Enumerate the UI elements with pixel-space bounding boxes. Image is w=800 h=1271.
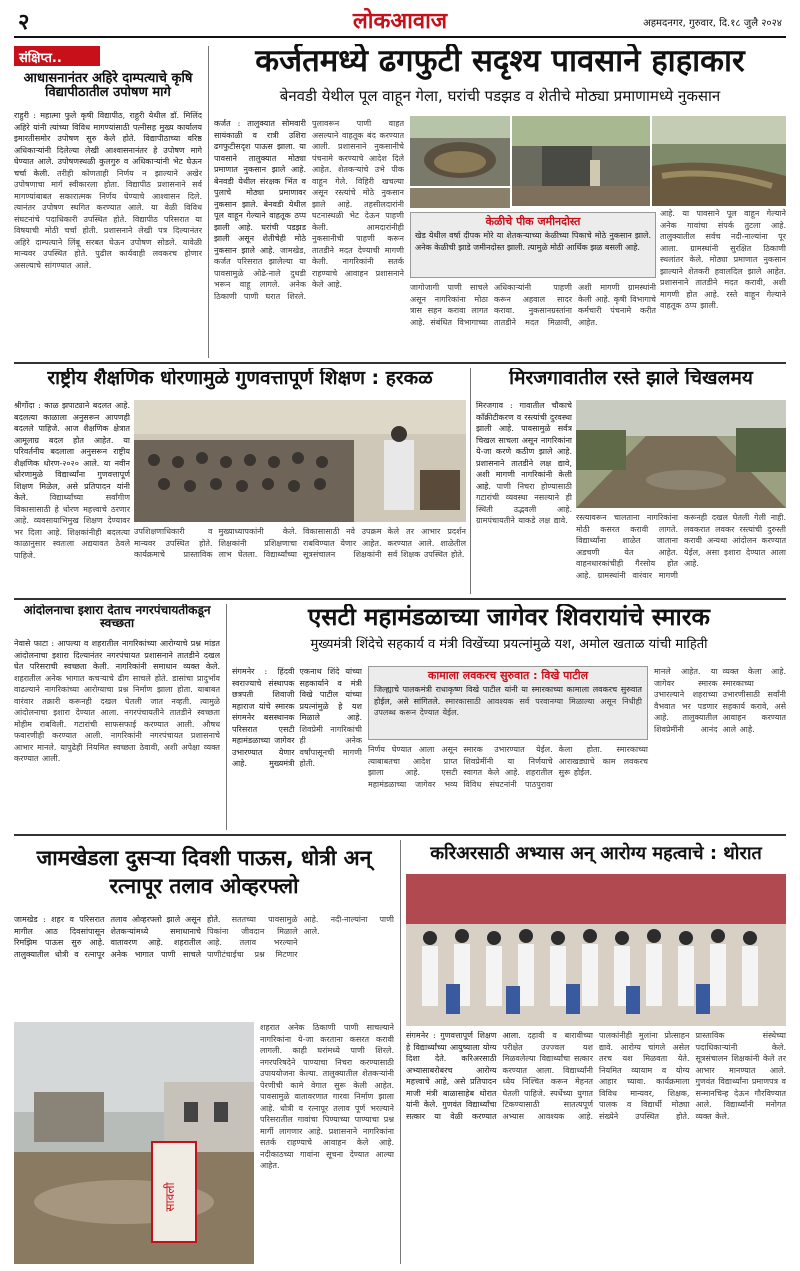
education-body-text: श्रीगोंदा : काळ झपाट्याने बदलत आहे. बदलत्या काळाला अनुसरून आपणही बदलले पाहिजे. आज शैक्षणिक क्षेत्रात आमूलाग्र बदल होत आहेत. या परिवर्तनीय बदलाला अनुसरून राष्ट्रीय शैक्षणिक धोरण-२०२० आले. या नवीन धोरणामुळे विद्यार्थ्यांना गुणवत्तापूर्ण शिक्षण मिळेल, असे प्रतिपादन यांनी केले. bbox=[14, 401, 130, 502]
jamkhed-photo bbox=[14, 1022, 254, 1264]
andolan-section bbox=[14, 604, 220, 830]
column-rule bbox=[400, 840, 401, 1264]
st-box bbox=[368, 666, 648, 740]
sankshipt-body-text: राहुरी : महात्मा फुले कृषी विद्यापीठ, राहुरी येथील डॉ. मिलिंद अहिरे यांनी त्यांच्या विविध मागण्यांसाठी पत्नीसह मुख्य कार्यालय इमारतीसमोर उपोषण सुरु केले होते. विद्यापीठाच्या वरिष्ठ अधिकाऱ्यांनी दिलेल्या लेखी आश्वासनानंतर हे उपोषण मागे घेण्यात आले. उपोषणस्थळी कुलगुरु व अधिकाऱ्यांनी भेट घेऊन चर्चा केली. bbox=[14, 111, 202, 178]
karjat-headline: कर्जतमध्ये ढगफुटी सदृश्य पावसाने हाहाकार bbox=[255, 44, 745, 79]
career-body-text: संगमनेर : गुणवत्तापूर्ण शिक्षण हे विद्यार्थ्यांच्या आयुष्याला योग्य दिशा देते. करिअरसाठी अभ्यासाबरोबरच आरोग्य महत्त्वाचे आहे, असे प्रतिपादन माजी मंत्री बाळासाहेब थोरात यांनी केले. गुणवंत विद्यार्थ्यांचा सत्कार या वेळी करण्यात आला. bbox=[406, 1031, 521, 1121]
karjat-box-body: खेड येथील वर्षा दीपक मोरे या शेतकऱ्याच्या केळीच्या पिकाचे मोठे नुकसान झाले. अनेक केळीची झाडे जमीनदोस्त झाली. त्यामुळे मोठी आर्थिक झळ बसली आहे. bbox=[415, 231, 651, 252]
st-box-body-text: जिल्ह्याचे पालकमंत्री राधाकृष्ण विखे पाटील यांनी या स्मारकाच्या कामाला लवकरच सुरुवात होईल, असे सांगितले. bbox=[374, 685, 642, 706]
st-body: संगमनेर : हिंदवी स्वराज्याचे संस्थापक छत्रपती शिवाजी महाराज यांचे स्मारक संगमनेर बसस्थानक परिसरात एसटी महामंडळाच्या जागेवर उभारण्यात येणार आहे. मुख्यमंत्री एकनाथ शिंदे यांच्या सहकार्याने व मंत्री विखे पाटील यांच्या प्रयत्नांमुळे हे यश मिळाले आहे. शिवप्रेमी नागरिकांची ही अनेक वर्षांपासूनची मागणी होती. bbox=[232, 667, 362, 768]
section-rule bbox=[14, 362, 786, 364]
column-rule bbox=[226, 604, 227, 830]
career-headline: करिअरसाठी अभ्यास अन् आरोग्य महत्वाचे : थोरात bbox=[430, 843, 762, 864]
page-number: २ bbox=[18, 10, 30, 35]
karjat-body: कर्जत : तालुक्यात सोमवारी सायंकाळी व रात्री उशिरा ढगफुटीसदृश पाऊस झाला. या पावसाने तालुक्यात मोठ्या प्रमाणात नुकसान झाले आहे. बेनवडी येथील संरक्षक भिंत व पुलाचे मोठ्या प्रमाणावर नुकसान झाले. बेनवडी येथील पूल वाहून गेल्याने वाहतूक ठप्प झाली आहे. घरांची पडझड झाली असून शेतीचेही मोठे नुकसान झाले आहे. जामखेड, कर्जत परिसरात झालेल्या या पावसामुळे ओढे-नाले दुथडी भरून वाहू लागले. अनेक ठिकाणी पाणी घरात शिरले. पुलावरून पाणी वाहत असल्याने वाहतूक बंद करण्यात आली. प्रशासनाने नुकसानीचे पंचनामे करण्याचे आदेश दिले आहेत. शेतकऱ्यांचे उभे पीक वाहून गेले. विहिरी खचल्या असून रस्त्यांचे मोठे नुकसान झाले आहे. तहसीलदारांनी घटनास्थळी भेट देऊन पाहणी केली. आमदारांनीही नुकसानीची पाहणी करून तातडीने मदत देण्याची मागणी केली. नागरिकांनी सतर्क राहण्याचे आवाहन प्रशासनाने केले आहे. bbox=[214, 119, 404, 301]
column-rule bbox=[208, 46, 209, 358]
education-body-2: उपशिक्षणाधिकारी व मान्यवर उपस्थित होते. कार्यक्रमाचे प्रास्ताविक मुख्याध्यापकांनी केले. शिक्षकांनी प्रशिक्षणाचा लाभ घेतला. विद्यार्थ्यांच्या विकासासाठी नवे उपक्रम राबविण्यात येणार आहेत. सूत्रसंचालन शिक्षकांनी केले तर आभार प्रदर्शन करण्यात आले. शाळेतील सर्व शिक्षक उपस्थित होते. bbox=[134, 527, 466, 559]
karjat-body-text: कर्जत : तालुक्यात सोमवारी सायंकाळी व रात्री उशिरा ढगफुटीसदृश पाऊस झाला. या पावसाने तालुक्यात मोठ्या प्रमाणात नुकसान झाले आहे. बेनवडी येथील संरक्षक भिंत व पुलाचे मोठ्या प्रमाणावर नुकसान झाले. बेनवडी येथील पूल वाहून गेल्याने वाहतूक ठप्प झाली आहे. घरांची पडझड झाली असून शेतीचेही मोठे नुकसान झाले आहे. bbox=[214, 119, 306, 255]
karjat-body-2: जागोजागी पाणी साचले असून नागरिकांना मोठा त्रास सहन करावा लागत आहे. संबंधित विभागाच्या अधिकाऱ्यांनी पाहणी करून अहवाल सादर करावा. नुकसानग्रस्तांना तातडीने मदत मिळावी, अशी मागणी ग्रामस्थांनी केली आहे. कृषी विभागाचे कर्मचारी पंचनामे करीत आहेत. bbox=[410, 283, 656, 327]
section-rule bbox=[14, 834, 786, 836]
career-photo bbox=[406, 874, 786, 1026]
column-rule bbox=[470, 368, 471, 594]
jamkhed-headline: जामखेडला दुसऱ्या दिवशी पाऊस, धोत्री अन् रत्नापूर तलाव ओव्हरफ्लो bbox=[36, 846, 372, 899]
education-headline: राष्ट्रीय शैक्षणिक धोरणामुळे गुणवत्तापूर्ण शिक्षण : हरकळ bbox=[47, 368, 433, 389]
st-section bbox=[232, 604, 786, 830]
st-box-title: कामाला लवकरच सुरुवात : विखे पाटील bbox=[427, 669, 589, 682]
education-photo bbox=[134, 400, 466, 522]
career-body: संगमनेर : गुणवत्तापूर्ण शिक्षण हे विद्यार्थ्यांच्या आयुष्याला योग्य दिशा देते. करिअरसाठी अभ्यासाबरोबरच आरोग्य महत्त्वाचे आहे, असे प्रतिपादन माजी मंत्री बाळासाहेब थोरात यांनी केले. गुणवंत विद्यार्थ्यांचा सत्कार या वेळी करण्यात आला. दहावी व बारावीच्या परीक्षेत उज्ज्वल यश मिळवलेल्या विद्यार्थ्यांचा सत्कार करण्यात आला. विद्यार्थ्यांनी ध्येय निश्चित करून मेहनत घेतली पाहिजे. स्पर्धेच्या युगात टिकण्यासाठी सातत्यपूर्ण अभ्यास आवश्यक आहे. पालकांनीही मुलांना प्रोत्साहन द्यावे. आरोग्य चांगले असेल तरच यश मिळवता येते. नियमित व्यायाम व योग्य आहार घ्यावा. कार्यक्रमाला विविध मान्यवर, शिक्षक, पालक व विद्यार्थी मोठ्या संख्येने उपस्थित होते. प्रास्ताविक संस्थेच्या पदाधिकाऱ्यांनी केले. सूत्रसंचालन शिक्षकांनी केले तर आभार मानण्यात आले. गुणवंत विद्यार्थ्यांना प्रमाणपत्र व सन्मानचिन्ह देऊन गौरविण्यात आले. विद्यार्थ्यांनी मनोगत व्यक्त केले. bbox=[406, 1031, 786, 1121]
andolan-headline: आंदोलनाचा इशारा देताच नगरपंचायतीकडून स्वच्छता bbox=[23, 604, 211, 631]
st-body-text: संगमनेर : हिंदवी स्वराज्याचे संस्थापक छत्रपती शिवाजी महाराज यांचे स्मारक संगमनेर बसस्थानक परिसरात एसटी महामंडळाच्या जागेवर उभारण्यात येणार आहे. मुख्यमंत्री एकनाथ शिंदे यांच्या सहकार्याने व मंत्री विखे पाटील यांच्या प्रयत्नांमुळे हे यश मिळाले आहे. bbox=[232, 667, 362, 768]
education-body: श्रीगोंदा : काळ झपाट्याने बदलत आहे. बदलत्या काळाला अनुसरून आपणही बदलले पाहिजे. आज शैक्षणिक क्षेत्रात आमूलाग्र बदल होत आहेत. या परिवर्तनीय बदलाला अनुसरून राष्ट्रीय शैक्षणिक धोरण-२०२० आले. या नवीन धोरणामुळे विद्यार्थ्यांना गुणवत्तापूर्ण शिक्षण मिळेल, असे प्रतिपादन यांनी केले. विद्यार्थ्यांच्या सर्वांगीण विकासासाठी हे धोरण महत्त्वाचे ठरणार आहे. व्यवसायाभिमुख शिक्षण देण्यावर भर दिला आहे. शिक्षकांनीही बदलत्या काळानुसार स्वतःला अद्ययावत ठेवले पाहिजे. bbox=[14, 401, 130, 560]
career-section bbox=[406, 840, 786, 1264]
miraj-body: मिरजगाव : गावातील चौकाचे काँक्रीटीकरण व रस्त्यांची दुरवस्था झाली आहे. पावसामुळे सर्वत्र चिखल साचला असून नागरिकांना ये-जा करणे कठीण झाले आहे. प्रशासनाने तातडीने लक्ष द्यावे, अशी मागणी नागरिकांनी केली आहे. पाणी निचरा होण्यासाठी गटारांची व्यवस्था नसल्याने ही स्थिती उद्भवली आहे. ग्रामपंचायतीने याकडे लक्ष द्यावे. bbox=[476, 401, 572, 525]
miraj-body-text: मिरजगाव : गावातील चौकाचे काँक्रीटीकरण व रस्त्यांची दुरवस्था झाली आहे. पावसामुळे सर्वत्र चिखल साचला असून नागरिकांना ये-जा करणे कठीण झाले आहे. प्रशासनाने तातडीने लक्ष द्यावे, अशी मागणी नागरिकांनी केली आहे. bbox=[476, 401, 572, 491]
flood-photo-1 bbox=[410, 116, 510, 186]
miraj-headline: मिरजगावातील रस्ते झाले चिखलमय bbox=[509, 368, 753, 389]
andolan-body-text: नेवासे फाटा : आपल्या व शहरातील नागरिकांच्या आरोग्याचे प्रश्न मांडत आंदोलनाचा इशारा दिल्यानंतर नगरपंचायत प्रशासनाने तातडीने दखल घेत परिसराची स्वच्छता केली. नागरिकांनी समाधान व्यक्त केले. bbox=[14, 639, 220, 671]
section-rule bbox=[14, 598, 786, 600]
sankshipt-headline: आधासनानंतर अहिरे दाम्पत्याचे कृषि विद्यापीठातील उपोषण मागे bbox=[23, 71, 193, 101]
jamkhed-section bbox=[14, 840, 394, 1264]
felicitation-photo bbox=[406, 874, 786, 1026]
flood-photo-2 bbox=[512, 116, 650, 206]
karjat-subhead: बेनवडी येथील पूल वाहून गेला, घरांची पडझड व शेतीचे मोठ्या प्रमाणामध्ये नुकसान bbox=[279, 87, 721, 105]
jamkhed-body-2: शहरात अनेक ठिकाणी पाणी साचल्याने नागरिकांना ये-जा करताना कसरत करावी लागली. काही घरांमध्ये पाणी शिरले. नगरपरिषदेने पाण्याचा निचरा करण्यासाठी उपाययोजना केल्या. तालुक्यातील शेतकऱ्यांनी पेरणीची कामे वेगात सुरू केली आहेत. पावसामुळे वातावरणात गारवा निर्माण झाला आहे. धोत्री व रत्नापूर तलाव पूर्ण भरल्याने परिसरातील गावांचा पिण्याच्या पाण्याचा प्रश्न मार्गी लागणार आहे. प्रशासनाने नागरिकांना सतर्क राहण्याचे आवाहन केले आहे. नदीकाठच्या गावांना सूचना देण्यात आल्या आहेत. bbox=[260, 1023, 394, 1170]
muddy-road-photo bbox=[576, 400, 786, 508]
sankshipt-body: राहुरी : महात्मा फुले कृषी विद्यापीठ, राहुरी येथील डॉ. मिलिंद अहिरे यांनी त्यांच्या विविध मागण्यांसाठी पत्नीसह मुख्य कार्यालय इमारतीसमोर उपोषण सुरु केले होते. विद्यापीठाच्या वरिष्ठ अधिकाऱ्यांनी दिलेल्या लेखी आश्वासनानंतर हे उपोषण मागे घेण्यात आले. उपोषणस्थळी कुलगुरु व अधिकाऱ्यांनी भेट घेऊन चर्चा केली. तरीही कोणताही निर्णय न झाल्याने अखेर उपोषणाचा मार्ग स्वीकारला होता. विद्यापीठ प्रशासनाने सर्व मागण्यांबाबत सकारात्मक निर्णय घेण्याचे आश्वासन दिले. त्यानंतर उपोषण स्थगित करण्यात आले. या वेळी विविध संघटनांचे पदाधिकारी उपस्थित होते. विद्यापीठ परिसरात या विषयाची मोठी चर्चा होती. प्रशासनाने लेखी पत्र दिल्यानंतर अहिरे दाम्पत्याने लिंबू सरबत घेऊन उपोषण सोडले. यावेळी मान्यवर उपस्थित होते. पुढील कार्यवाही लवकरच होणार असल्याचे सांगण्यात आले. bbox=[14, 111, 202, 270]
jamkhed-body: जामखेड : शहर व परिसरात मागील आठ दिवसांपासून रिमझिम पाऊस सुरु आहे. तालुक्यातील धोत्री व रत्नापूर तलाव ओव्हरफ्लो झाले असून शेतकऱ्यांमध्ये समाधानाचे वातावरण आहे. शहरातील अनेक भागात पाणी साचले होते. सततच्या पावसामुळे पिकांना जीवदान मिळाले आहे. तलाव भरल्याने पाणीटंचाईचा प्रश्न मिटणार आहे. नदी-नाल्यांना पाणी आले. bbox=[14, 915, 394, 959]
st-body-2: निर्णय घेण्यात आला असून त्याबाबतचा आदेश प्राप्त झाला आहे. एसटी महामंडळाच्या जागेवर भव्य स्मारक उभारण्यात येईल. शिवप्रेमींनी या निर्णयाचे स्वागत केले आहे. शहरातील विविध संघटनांनी पाठपुरावा केला होता. स्मारकाच्या आराखड्याचे काम लवकरच सुरू होईल. bbox=[368, 745, 648, 789]
miraj-body-2: रस्त्यावरून चालताना नागरिकांना मोठी कसरत करावी लागते. विद्यार्थ्यांना शाळेत जाताना अडचणी येत आहेत. वाहनधारकांचीही गैरसोय होत आहे. ग्रामस्थांनी वारंवार मागणी करूनही दखल घेतली गेली नाही. लवकरात लवकर रस्त्यांची दुरुस्ती करावी अन्यथा आंदोलन करण्यात येईल, असा इशारा देण्यात आला आहे. bbox=[576, 513, 786, 580]
karjat-photo-well bbox=[410, 116, 510, 186]
andolan-body: नेवासे फाटा : आपल्या व शहरातील नागरिकांच्या आरोग्याचे प्रश्न मांडत आंदोलनाचा इशारा दिल्यानंतर नगरपंचायत प्रशासनाने तातडीने दखल घेत परिसराची स्वच्छता केली. नागरिकांनी समाधान व्यक्त केले. शहरातील अनेक भागात कचऱ्याचे ढीग साचले होते. डासांचा प्रादुर्भाव वाढल्याने नागरिकांच्या आरोग्याचा प्रश्न निर्माण झाला होता. याबाबत वारंवार तक्रारी करूनही दखल घेतली जात नव्हती. त्यामुळे आंदोलनाचा इशारा देण्यात आला. नगरपंचायतीने तातडीने स्वच्छता मोहीम राबविली. गटारांची साफसफाई करण्यात आली. औषध फवारणीही करण्यात आली. नागरिकांनी नगरपंचायत प्रशासनाचे आभार मानले. यापुढेही नियमित स्वच्छता ठेवावी, अशी अपेक्षा व्यक्त करण्यात आली. bbox=[14, 639, 220, 763]
karjat-body-3: आहे. या पावसाने पूल वाहून गेल्याने अनेक गावांचा संपर्क तुटला आहे. तालुक्यातील सर्वच नदी-नाल्यांना पूर आला. ग्रामस्थांनी सुरक्षित ठिकाणी स्थलांतर केले. मोठ्या प्रमाणात नुकसान झाल्याने शेतकरी हवालदिल झाले आहेत. प्रशासनाने तातडीने मदत करावी, अशी मागणी होत आहे. रस्ते वाहून गेल्याने वाहतूक ठप्प झाली. bbox=[660, 209, 786, 310]
st-body-3: मानले आहेत. या जागेवर स्मारक उभारल्याने शहराच्या वैभवात भर पडणार आहे. तालुक्यातील शिवप्रेमींनी आनंद व्यक्त केला आहे. स्मारकाच्या उभारणीसाठी सर्वांनी सहकार्य करावे, असे आवाहन करण्यात आले आहे. bbox=[654, 667, 786, 734]
st-box-body: जिल्ह्याचे पालकमंत्री राधाकृष्ण विखे पाटील यांनी या स्मारकाच्या कामाला लवकरच सुरुवात होईल, असे सांगितले. स्मारकासाठी आवश्यक सर्व परवानग्या मिळाल्या असून निधीही उपलब्ध करून देण्यात येईल. bbox=[374, 685, 643, 718]
dateline: अहमदनगर, गुरुवार, दि.१८ जुलै २०२४ bbox=[643, 18, 782, 29]
sankshipt-label: संक्षिप्त.. bbox=[14, 46, 100, 66]
karjat-photo-field bbox=[652, 116, 786, 206]
miraj-photo bbox=[576, 400, 786, 508]
jamkhed-body-text: जामखेड : शहर व परिसरात मागील आठ दिवसांपासून रिमझिम पाऊस सुरु आहे. तालुक्यातील धोत्री व रत्नापूर तलाव ओव्हरफ्लो झाले असून शेतकऱ्यांमध्ये समाधानाचे वातावरण आहे. शहरातील अनेक भागात पाणी साचले होते. bbox=[14, 915, 221, 959]
karjat-photo-collapse bbox=[410, 188, 510, 208]
karjat-section bbox=[214, 44, 786, 360]
miraj-section bbox=[476, 368, 786, 594]
paper-name: लोकआवाज bbox=[352, 9, 448, 34]
st-subhead: मुख्यमंत्री शिंदेचे सहकार्य व मंत्री विखेंच्या प्रयत्नांमुळे यश, अमोल खताळ यांची माहिती bbox=[310, 637, 708, 652]
karjat-box-title: केळीचे पीक जमीनदोस्त bbox=[485, 215, 581, 228]
karjat-photo-wall bbox=[512, 116, 650, 206]
flood-photo-3 bbox=[652, 116, 786, 206]
photo-signboard: सावली bbox=[163, 1182, 177, 1212]
waterlogged-street-photo bbox=[14, 1022, 254, 1264]
masthead bbox=[14, 4, 786, 38]
st-headline: एसटी महामंडळाच्या जागेवर शिवरायांचे स्मारक bbox=[308, 604, 710, 631]
karjat-box bbox=[410, 212, 656, 278]
sankshipt-section bbox=[14, 46, 202, 358]
education-section bbox=[14, 368, 466, 594]
seminar-photo bbox=[134, 400, 466, 522]
